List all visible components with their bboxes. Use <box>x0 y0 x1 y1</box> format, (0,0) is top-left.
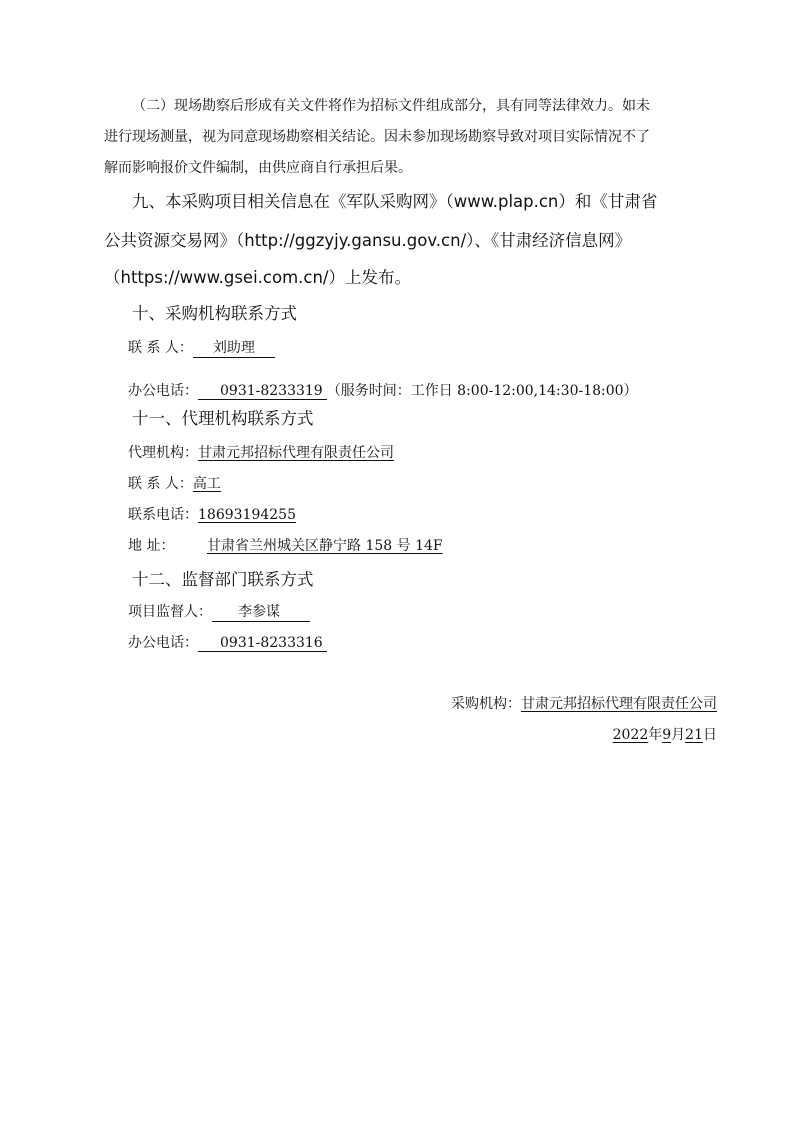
phone-label: 办公电话： <box>128 383 198 399</box>
agency-address-label: 地 址： <box>128 538 175 554</box>
section-9-line-2: 公共资源交易网》（http://ggzyjy.gansu.gov.cn/）、《甘肃经济信息网》 <box>104 231 632 250</box>
agency-address-row <box>128 535 443 555</box>
signature-date <box>613 724 717 744</box>
supervisor-value: 李参谋 <box>212 601 310 622</box>
service-hours: （服务时间：工作日 8:00-12:00,14:30-18:00） <box>326 383 638 399</box>
supervisor-row <box>128 601 310 622</box>
section-12-heading: 十二、监督部门联系方式 <box>132 570 314 589</box>
contact-value: 刘助理 <box>193 337 275 358</box>
paragraph-site-survey-line-2: 进行现场测量，视为同意现场勘察相关结论。因未参加现场勘察导致对项目实际情况不了 <box>104 129 650 145</box>
agency-phone-value: 18693194255 <box>198 507 296 523</box>
agency-label: 代理机构： <box>128 445 198 461</box>
section-10-heading: 十、采购机构联系方式 <box>132 304 297 323</box>
agency-row <box>128 442 394 462</box>
supervisor-phone-value: 0931-8233316 <box>198 635 327 652</box>
section-9-line-3: （https://www.gsei.com.cn/）上发布。 <box>104 268 411 287</box>
contact-label: 联 系 人： <box>128 340 193 356</box>
signature-org-row <box>451 693 717 713</box>
agency-phone-label: 联系电话： <box>128 507 198 523</box>
paragraph-site-survey-line-1: （二）现场勘察后形成有关文件将作为招标文件组成部分，具有同等法律效力。如未 <box>132 98 650 114</box>
date-year-unit: 年 <box>648 727 663 743</box>
agency-contact-label: 联 系 人： <box>128 476 193 492</box>
date-day: 21 <box>685 727 703 743</box>
purchaser-contact-row <box>128 337 275 358</box>
signature-org-label: 采购机构： <box>451 696 521 712</box>
date-month-unit: 月 <box>671 727 686 743</box>
signature-org-value: 甘肃元邦招标代理有限责任公司 <box>521 696 717 712</box>
agency-value: 甘肃元邦招标代理有限责任公司 <box>198 445 394 461</box>
agency-contact-value: 高工 <box>192 476 221 492</box>
date-year: 2022 <box>612 727 649 743</box>
phone-value: 0931-8233319 <box>198 383 327 400</box>
supervisor-label: 项目监督人： <box>128 604 212 620</box>
agency-contact-row <box>128 473 221 493</box>
section-11-heading: 十一、代理机构联系方式 <box>132 409 314 428</box>
agency-address-value: 甘肃省兰州城关区静宁路 158 号 14F <box>207 538 443 554</box>
paragraph-site-survey-line-3: 解而影响报价文件编制，由供应商自行承担后果。 <box>104 160 412 176</box>
purchaser-phone-row <box>128 380 638 400</box>
section-9-line-1: 九、本采购项目相关信息在《军队采购网》（www.plap.cn）和《甘肃省 <box>132 192 658 211</box>
date-day-unit: 日 <box>703 727 717 743</box>
supervisor-phone-row <box>128 632 327 652</box>
supervisor-phone-label: 办公电话： <box>128 635 198 651</box>
date-month: 9 <box>662 727 672 743</box>
agency-phone-row <box>128 504 296 524</box>
